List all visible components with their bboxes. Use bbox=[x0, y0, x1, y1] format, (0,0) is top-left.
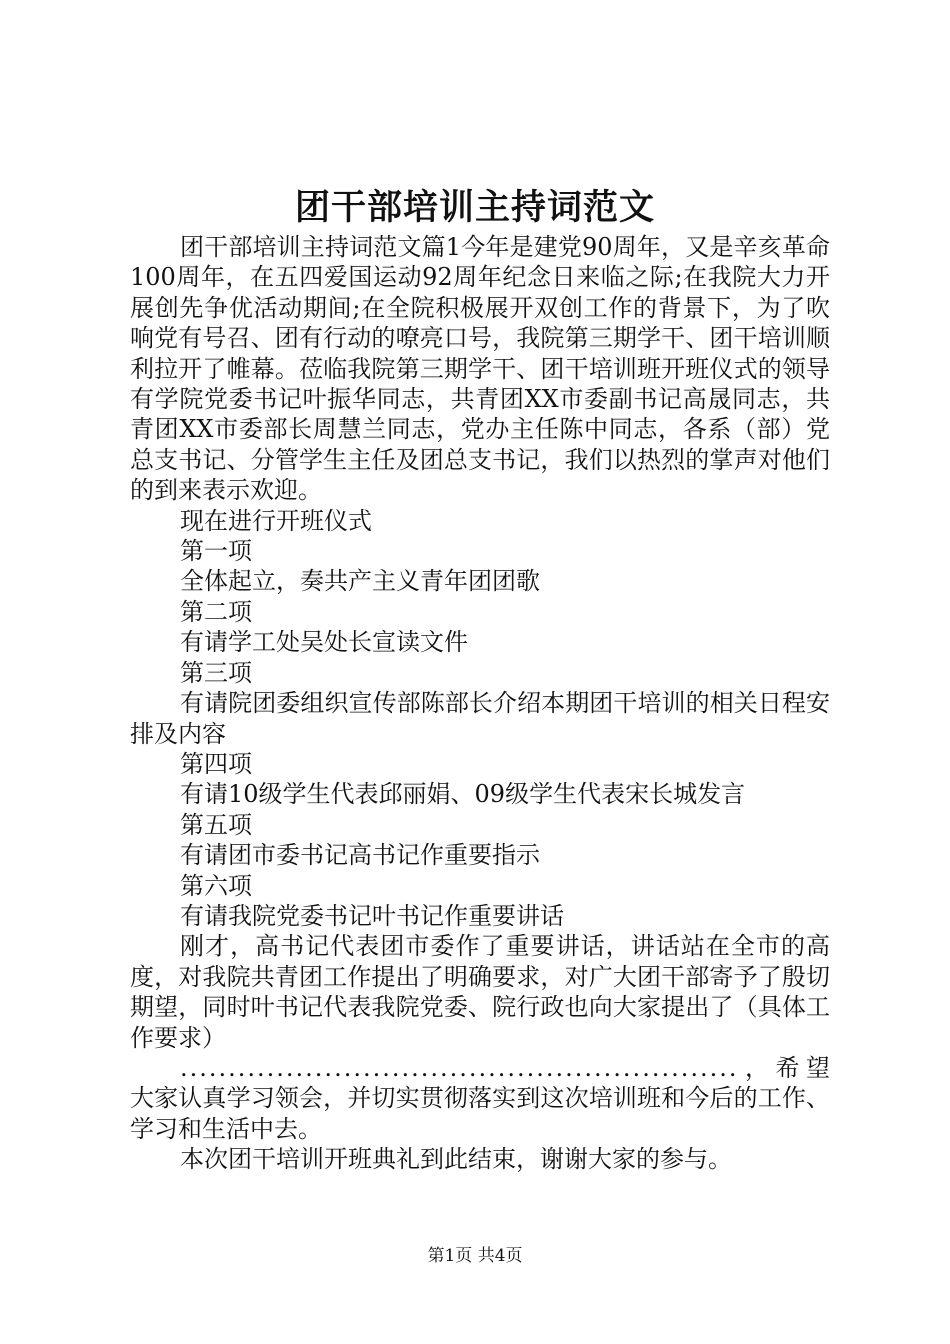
paragraph-summary: 刚才，高书记代表团市委作了重要讲话，讲话站在全市的高度，对我院共青团工作提出了明确要求，对广大团干部寄予了殷切期望，同时叶书记代表我院党委、院行政也向大家提出了（具体工作要求） bbox=[130, 932, 830, 1052]
item-heading-5: 第五项 bbox=[180, 810, 252, 839]
document-body bbox=[130, 232, 830, 1175]
item-content-3: 有请院团委组织宣传部陈部长介绍本期团干培训的相关日程安排及内容 bbox=[130, 689, 830, 748]
item-content-4: 有请10级学生代表邱丽娟、09级学生代表宋长城发言 bbox=[180, 780, 746, 809]
item-heading-1: 第一项 bbox=[180, 537, 252, 566]
item-heading-6: 第六项 bbox=[180, 871, 252, 900]
item-heading-2: 第二项 bbox=[180, 597, 252, 626]
item-content-6: 有请我院党委书记叶书记作重要讲话 bbox=[180, 901, 564, 930]
paragraph-closing: 本次团干培训开班典礼到此结束，谢谢大家的参与。 bbox=[180, 1145, 732, 1174]
item-heading-4: 第四项 bbox=[180, 749, 252, 778]
paragraph-dotted-text: ，希望大家认真学习领会，并切实贯彻落实到这次培训班和今后的工作、学习和生活中去。 bbox=[130, 1053, 830, 1143]
item-content-1: 全体起立，奏共产主义青年团团歌 bbox=[180, 567, 540, 596]
paragraph-dotted bbox=[130, 1053, 830, 1144]
item-content-2: 有请学工处吴处长宣读文件 bbox=[180, 628, 468, 657]
item-content-5: 有请团市委书记高书记作重要指示 bbox=[180, 841, 540, 870]
document-title: 团干部培训主持词范文 bbox=[294, 187, 655, 228]
ellipsis-dots: .......................................................... bbox=[180, 1053, 739, 1082]
paragraph-opening: 现在进行开班仪式 bbox=[180, 506, 372, 535]
item-heading-3: 第三项 bbox=[180, 658, 252, 687]
page-footer: 第1页 共4页 bbox=[427, 1246, 523, 1266]
paragraph-intro: 团干部培训主持词范文篇1今年是建党90周年，又是辛亥革命100周年，在五四爱国运动92周年纪念日来临之际;在我院大力开展创先争优活动期间;在全院积极展开双创工作的背景下，为了吹响党有号召、团有行动的嘹亮口号，我院第三期学干、团干培训顺利拉开了帷幕。莅临我院第三期学干、团干培训班开班仪式的领导有学院党委书记叶振华同志，共青团XX市委副书记高晟同志，共青团XX市委部长周慧兰同志，党办主任陈中同志，各系（部）党总支书记、分管学生主任及团总支书记，我们以热烈的掌声对他们的到来表示欢迎。 bbox=[130, 233, 830, 505]
